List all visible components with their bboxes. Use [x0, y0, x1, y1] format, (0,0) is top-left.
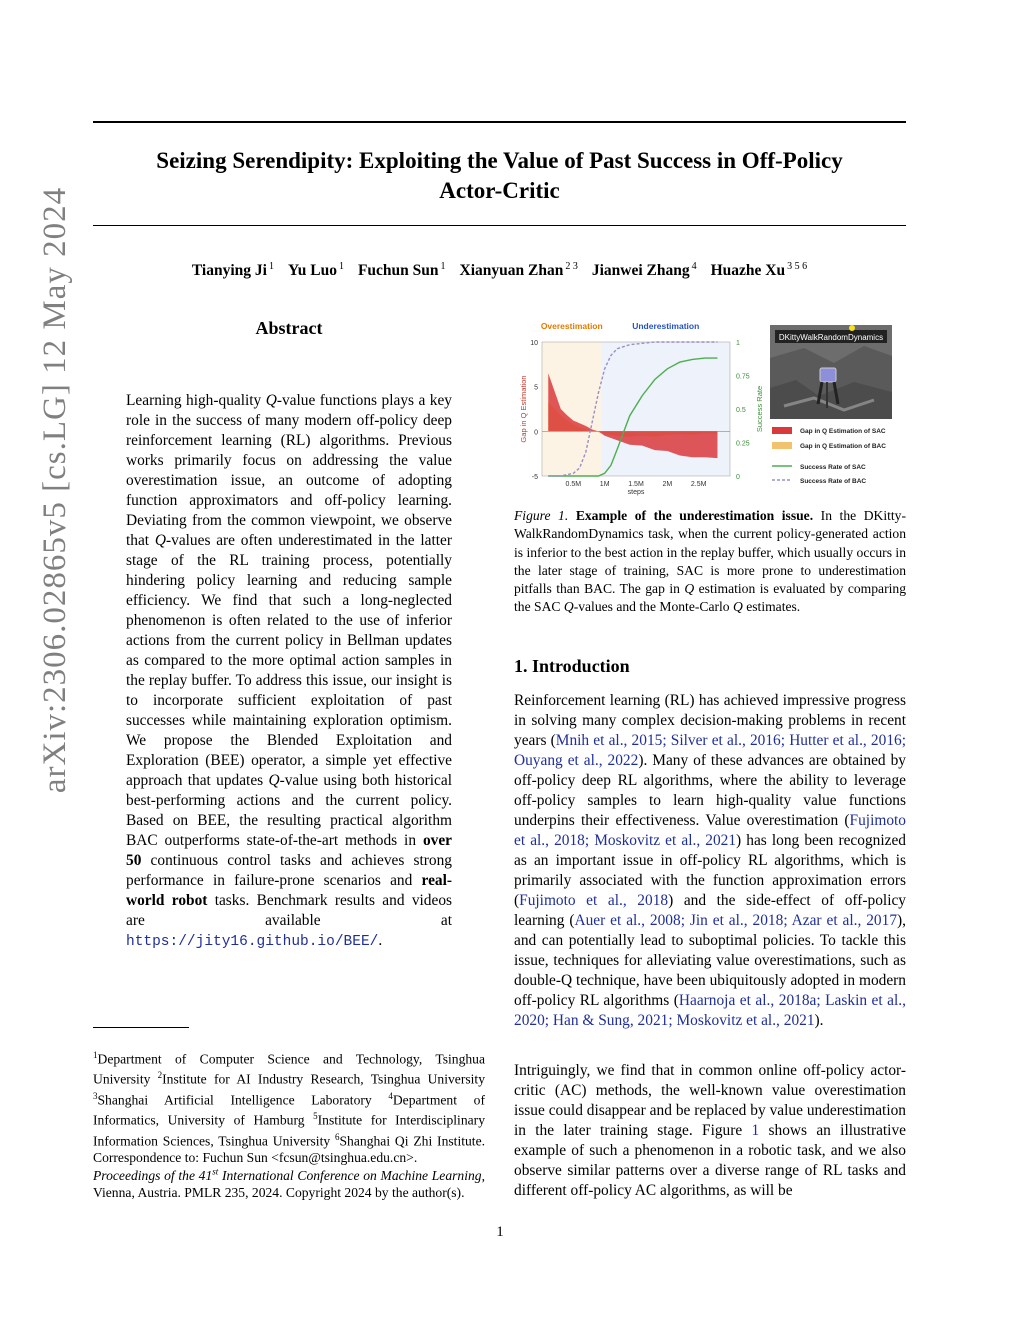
x-tick-label: 2.5M [690, 481, 707, 488]
footnote-rule [93, 1027, 189, 1028]
title-line-2: Actor-Critic [439, 178, 560, 203]
y-left-tick-label: 5 [534, 384, 538, 392]
introduction-heading: 1. Introduction [514, 656, 630, 676]
introduction-paragraph-1: Reinforcement learning (RL) has achieved impressive progress in solving many complex decision-making problems in recent years (Mnih et al., 2015; Silver et al., 2016; Hutter et al., 2016; Ouyang et al., 2022). Many of these advances are obtained by off-policy deep RL algorithms, where the ability to leverage off-policy samples to learn high-quality value functions underpins their effectiveness. Value overestimation (Fujimoto et al., 2018; Moskovitz et al., 2021) has long been recognized as an important issue in off-policy RL algorithms, which is primarily associated with the function approximation errors (Fujimoto et al., 2018) and the side-effect of off-policy learning (Auer et al., 2008; Jin et al., 2018; Azar et al., 2017), and can potentially lead to suboptimal policies. To tackle this issue, techniques for alleviating value overestimations, such as double-Q technique, have been ubiquitously adopted in modern off-policy RL algorithms (Haarnoja et al., 2018a; Laskin et al., 2020; Han & Sung, 2021; Moskovitz et al., 2021). [514, 692, 906, 1029]
chart-legend [772, 427, 886, 485]
introduction-paragraph-2: Intriguingly, we find that in common online off-policy actor-critic (AC) methods, the well-known value overestimation issue could disappear and be replaced by value underestimation in the later training stage. Figure 1 shows an illustrative example of such a phenomenon in a robotic task, and we also observe similar patterns over a diverse range of RL tasks and different off-policy AC algorithms, as will be [514, 1062, 906, 1199]
figure-ref-link[interactable]: 1 [751, 1122, 760, 1139]
legend-label: Gap in Q Estimation of BAC [800, 443, 886, 450]
x-tick-label: 1.5M [628, 481, 644, 488]
title-top-rule [93, 121, 906, 123]
legend-swatch [772, 442, 792, 449]
figure-1-chart [514, 318, 906, 500]
title-line-1: Seizing Serendipity: Exploiting the Value of Past Success in Off-Policy [156, 148, 843, 173]
dkitty-robot-image [770, 325, 892, 419]
x-tick-label: 1M [599, 481, 610, 488]
y-right-tick-label: 0 [736, 474, 740, 481]
affiliations-footnote: $^1$Department of Computer Science and Technology, Tsinghua University $^2$Institute for AI Industry Research, Tsinghua University $^3$Shanghai Artificial Intelligence Laboratory $^4$Department of Informatics, University of Hamburg $^5$Institute for Interdisciplinary Information Sciences, Tsinghua University $^6$Shanghai Qi Zhi Institute. Correspondence to: Fuchun Sun <fcsun@tsinghua.edu.cn>. [93, 1049, 486, 1166]
y-left-axis-label: Gap in Q Estimation [519, 375, 528, 443]
y-right-tick-label: 1 [736, 340, 740, 347]
author-affiliation-number: 1 [440, 261, 446, 272]
region-label: Overestimation [540, 321, 603, 331]
author-name: Huazhe Xu $^{3 5 6}$ [710, 261, 808, 280]
y-left-tick-label: 10 [530, 340, 538, 347]
legend-label: Success Rate of SAC [800, 464, 866, 471]
citation-link[interactable]: Auer et al., 2008; Jin et al., 2018; Azar et al., 2017 [574, 912, 898, 929]
y-left-tick-label: 0 [534, 429, 538, 437]
y-right-tick-label: 0.75 [736, 373, 750, 381]
project-url-link[interactable]: https://jity16.github.io/BEE/ [126, 934, 379, 950]
y-right-tick-label: 0.5 [736, 407, 746, 414]
paper-title [93, 146, 906, 206]
citation-link[interactable]: Fujimoto et al., 2018; Moskovitz et al., 2021 [514, 812, 906, 849]
author-name: Fuchun Sun $^1$ [357, 261, 446, 280]
author-affiliation-number: 3 5 6 [787, 261, 808, 272]
author-list [93, 261, 906, 280]
abstract-body: Learning high-quality Q-value functions plays a key role in the success of many modern off-policy deep reinforcement learning (RL) algorithms. Previous works primarily focus on addressing the value overestimation issue, an outcome of adopting function approximators and off-policy learning. Deviating from the common viewpoint, we observe that Q-values are often underestimated in the latter stage of the RL training process, potentially hindering policy learning and reducing sample efficiency. We find that such a long-neglected phenomenon is often related to the use of inferior actions from the current policy in Bellman updates as compared to the more optimal action samples in the replay buffer. To address this issue, our insight is to incorporate sufficient exploitation of past successes while maintaining exploration optimism. We propose the Blended Exploitation and Exploration (BEE) operator, a simple yet effective approach that updates Q-value using both historical best-performing actions and the current policy. Based on BEE, the resulting practical algorithm BAC outperforms state-of-the-art methods in over 50 continuous control tasks and achieves strong performance in failure-prone scenarios and real-world robot tasks. Benchmark results and videos are available at https://jity16.github.io/BEE/. [126, 392, 453, 950]
y-left-tick-label: -5 [531, 474, 538, 481]
y-right-tick-label: 0.25 [736, 440, 750, 448]
y-right-axis-label: Success Rate [755, 385, 764, 433]
x-tick-label: 2M [662, 481, 673, 488]
author-name: Tianying Ji $^1$ [191, 261, 274, 280]
page-number: 1 [496, 1224, 504, 1240]
citation-link[interactable]: Haarnoja et al., 2018a; Laskin et al., 2020; Han & Sung, 2021; Moskovitz et al., 2021 [514, 992, 906, 1029]
citation-link[interactable]: Fujimoto et al., 2018 [519, 892, 669, 909]
x-axis-label: steps [627, 489, 645, 496]
author-affiliation-number: 4 [691, 261, 697, 272]
arxiv-sidebar-stamp: arXiv:2306.02865v5 [cs.LG] 12 May 2024 [37, 186, 73, 794]
legend-swatch [772, 427, 792, 434]
env-name-label: DKittyWalkRandomDynamics [778, 333, 884, 342]
author-name: Xianyuan Zhan $^{2 3}$ [459, 261, 578, 280]
author-affiliation-number: 2 3 [565, 261, 578, 272]
citation-link[interactable]: Mnih et al., 2015; Silver et al., 2016; Hutter et al., 2016; Ouyang et al., 2022 [514, 732, 906, 769]
title-bottom-rule [93, 225, 906, 226]
author-affiliation-number: 1 [338, 261, 344, 272]
proceedings-footnote: Proceedings of the 41st International Conference on Machine Learning, Vienna, Austria. PMLR 235, 2024. Copyright 2024 by the author(s). [93, 1166, 485, 1201]
abstract-heading: Abstract [255, 318, 323, 338]
author-name: Jianwei Zhang $^4$ [591, 261, 697, 280]
author-name: Yu Luo $^1$ [287, 261, 344, 280]
x-tick-label: 0.5M [565, 481, 582, 488]
region-label: Underestimation [632, 321, 700, 331]
legend-label: Gap in Q Estimation of SAC [800, 428, 886, 435]
author-affiliation-number: 1 [268, 261, 274, 272]
legend-label: Success Rate of BAC [800, 478, 867, 485]
figure-1-caption: Figure 1. Example of the underestimation issue. In the DKitty-WalkRandomDynamics task, when the current policy-generated action is inferior to the best action in the replay buffer, which usually occurs in the later stage of training, SAC is more prone to underestimation pitfalls than BAC. The gap in Q estimation is evaluated by comparing the SAC Q-values and the Monte-Carlo Q estimates. [514, 508, 906, 615]
